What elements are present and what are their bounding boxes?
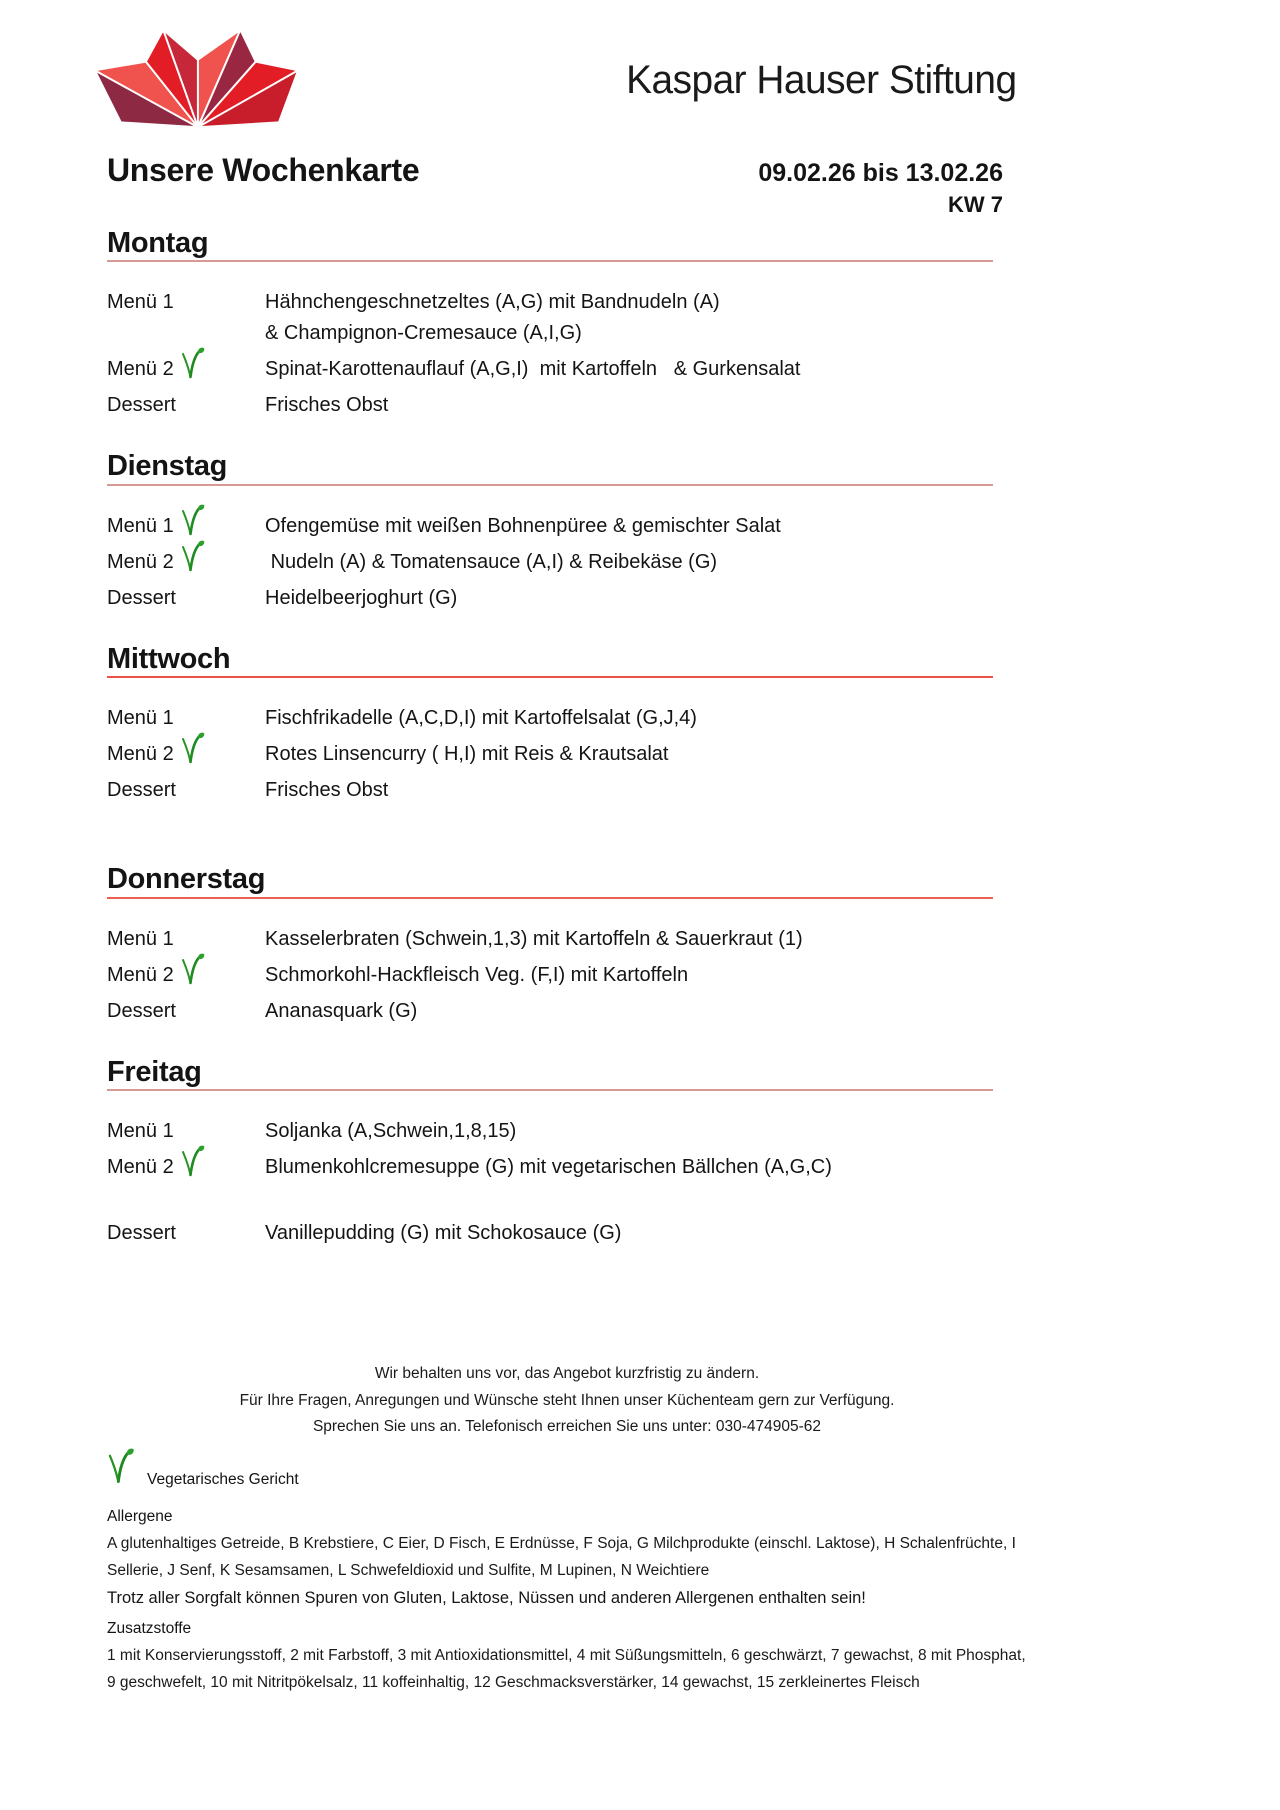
title-row	[107, 152, 1003, 189]
day-heading: Montag	[107, 228, 993, 262]
week-menu	[107, 228, 1280, 1249]
vegetarian-legend-label: Vegetarisches Gericht	[147, 1470, 299, 1488]
vegetarian-icon	[179, 504, 205, 538]
menu-row-label-text: Dessert	[107, 999, 176, 1022]
menu-row-label	[107, 996, 265, 1027]
additives-list	[107, 1642, 1280, 1696]
dish-text: Hähnchengeschnetzeltes (A,G) mit Bandnudeln (A)	[265, 291, 720, 314]
dish-text: & Champignon-Cremesauce (A,I,G)	[265, 322, 582, 345]
menu-row-label-text: Dessert	[107, 394, 176, 417]
menu-row	[107, 775, 1280, 806]
dish-text: Schmorkohl-Hackfleisch Veg. (F,I) mit Kartoffeln	[265, 963, 689, 986]
menu-row-dishes	[265, 583, 457, 614]
menu-row	[107, 703, 1280, 734]
day-heading: Mittwoch	[107, 644, 993, 678]
kaspar-hauser-logo	[90, 24, 302, 139]
dish-text: Frisches Obst	[265, 394, 389, 417]
menu-row-label	[107, 287, 265, 318]
menu-row-label-text: Menü 1	[107, 514, 174, 537]
menu-row	[107, 511, 1280, 542]
menu-row	[107, 1116, 1280, 1147]
menu-row-label	[107, 924, 265, 955]
day-section-montag	[107, 228, 1280, 421]
dish-text: Nudeln (A) & Tomatensauce (A,I) & Reibekäse (G)	[265, 550, 718, 573]
day-heading: Freitag	[107, 1057, 993, 1091]
menu-row-dishes	[265, 547, 717, 578]
calendar-week: KW 7	[948, 192, 1003, 217]
additives-section	[107, 1615, 1280, 1696]
menu-row	[107, 960, 1280, 991]
dish-text: Spinat-Karottenauflauf (A,G,I) mit Kartoffeln & Gurkensalat	[265, 358, 801, 381]
vegetarian-legend-icon-slot	[105, 1448, 135, 1491]
menu-row-label-text: Dessert	[107, 1222, 176, 1245]
additives-title: Zusatzstoffe	[107, 1619, 192, 1637]
menu-row-label-text: Menü 1	[107, 291, 174, 314]
page-header	[107, 24, 1017, 136]
menu-row	[107, 583, 1280, 614]
vegetarian-legend	[105, 1453, 1280, 1491]
menu-row-label	[107, 1218, 265, 1249]
additive-line: 1 mit Konservierungsstoff, 2 mit Farbstoff, 3 mit Antioxidationsmittel, 4 mit Süßungsmitteln, 6 geschwärzt, 7 gewachst, 8 mit Phosphat,	[107, 1646, 1026, 1664]
menu-row	[107, 739, 1280, 770]
dish-text: Kasselerbraten (Schwein,1,3) mit Kartoffeln & Sauerkraut (1)	[265, 927, 803, 950]
menu-row-label	[107, 583, 265, 614]
dish-text: Frisches Obst	[265, 779, 389, 802]
note-line: Sprechen Sie uns an. Telefonisch erreichen Sie uns unter: 030-474905-62	[312, 1418, 822, 1436]
day-rows	[107, 511, 1280, 614]
day-rows	[107, 287, 1280, 421]
day-section-donnerstag	[107, 864, 1280, 1026]
menu-row	[107, 354, 1280, 385]
page-title: Unsere Wochenkarte	[107, 152, 420, 188]
menu-row	[107, 287, 1280, 349]
menu-row	[107, 924, 1280, 955]
day-rows	[107, 924, 1280, 1027]
allergens-title: Allergene	[107, 1507, 173, 1525]
menu-row-label-text: Menü 1	[107, 1120, 174, 1143]
menu-row-dishes	[265, 1116, 516, 1147]
menu-row-label-text: Dessert	[107, 586, 176, 609]
menu-row-label	[107, 511, 265, 542]
menu-row-label-text: Menü 2	[107, 358, 174, 381]
additive-line: 9 geschwefelt, 10 mit Nitritpökelsalz, 11 koffeinhaltig, 12 Geschmacksverstärker, 14 gewachst, 15 zerkleinertes Fleisch	[107, 1673, 920, 1691]
dish-text: Fischfrikadelle (A,C,D,I) mit Kartoffelsalat (G,J,4)	[265, 707, 697, 730]
menu-row-dishes	[265, 996, 417, 1027]
menu-row-label	[107, 390, 265, 421]
menu-row-label	[107, 739, 265, 770]
day-section-mittwoch	[107, 644, 1280, 806]
menu-row-label	[107, 960, 265, 991]
dish-text: Heidelbeerjoghurt (G)	[265, 586, 458, 609]
vegetarian-icon	[179, 953, 205, 987]
dish-text: Rotes Linsencurry ( H,I) mit Reis & Krautsalat	[265, 743, 669, 766]
menu-row-dishes	[265, 287, 720, 349]
menu-row-label	[107, 354, 265, 385]
menu-row-dishes	[265, 1152, 832, 1183]
allergens-list	[107, 1530, 1280, 1584]
allergen-line: A glutenhaltiges Getreide, B Krebstiere, C Eier, D Fisch, E Erdnüsse, F Soja, G Milchprodukte (einschl. Laktose), H Schalenfrüchte, I	[107, 1534, 1016, 1552]
menu-row	[107, 390, 1280, 421]
menu-row-label-text: Menü 2	[107, 743, 174, 766]
menu-row	[107, 1218, 1280, 1249]
note-line: Für Ihre Fragen, Anregungen und Wünsche steht Ihnen unser Küchenteam gern zur Verfügung.	[239, 1391, 895, 1409]
note-line: Wir behalten uns vor, das Angebot kurzfristig zu ändern.	[374, 1365, 760, 1383]
day-section-freitag	[107, 1057, 1280, 1249]
org-title: Kaspar Hauser Stiftung	[626, 58, 1017, 102]
menu-row-label-text: Menü 2	[107, 1156, 174, 1179]
dish-text: Soljanka (A,Schwein,1,8,15)	[265, 1120, 517, 1143]
menu-row-label	[107, 1116, 265, 1147]
dish-text: Vanillepudding (G) mit Schokosauce (G)	[265, 1222, 622, 1245]
dish-text: Blumenkohlcremesuppe (G) mit vegetarischen Bällchen (A,G,C)	[265, 1156, 832, 1179]
menu-row-dishes	[265, 390, 388, 421]
day-heading: Donnerstag	[107, 864, 993, 898]
menu-row-label-text: Menü 2	[107, 963, 174, 986]
day-section-dienstag	[107, 451, 1280, 613]
day-rows	[107, 703, 1280, 806]
allergens-warning: Trotz aller Sorgfalt können Spuren von Gluten, Laktose, Nüssen und anderen Allergenen enthalten sein!	[107, 1588, 866, 1607]
vegetarian-icon	[179, 540, 205, 574]
menu-row-dishes	[265, 960, 688, 991]
menu-row	[107, 1152, 1280, 1183]
menu-row-label	[107, 775, 265, 806]
date-range: 09.02.26 bis 13.02.26	[758, 159, 1003, 187]
vegetarian-icon	[179, 347, 205, 381]
menu-row-dishes	[265, 924, 803, 955]
day-rows	[107, 1116, 1280, 1249]
menu-row-label-text: Dessert	[107, 779, 176, 802]
menu-row-dishes	[265, 775, 388, 806]
dish-text: Ananasquark (G)	[265, 999, 418, 1022]
dish-text: Ofengemüse mit weißen Bohnenpüree & gemischter Salat	[265, 514, 781, 537]
vegetarian-icon	[179, 1145, 205, 1179]
menu-row-label	[107, 1152, 265, 1183]
vegetarian-icon	[105, 1448, 135, 1486]
allergens-section	[107, 1503, 1280, 1613]
menu-row-dishes	[265, 1218, 621, 1249]
vegetarian-icon	[179, 732, 205, 766]
menu-row-dishes	[265, 703, 697, 734]
menu-row-label-text: Menü 2	[107, 550, 174, 573]
menu-row	[107, 547, 1280, 578]
day-heading: Dienstag	[107, 451, 993, 485]
menu-row-label	[107, 547, 265, 578]
menu-row-dishes	[265, 739, 668, 770]
menu-row-label-text: Menü 1	[107, 707, 174, 730]
menu-row-label	[107, 703, 265, 734]
kitchen-notes	[107, 1361, 1027, 1441]
allergen-line: Sellerie, J Senf, K Sesamsamen, L Schwefeldioxid und Sulfite, M Lupinen, N Weichtiere	[107, 1561, 710, 1579]
menu-row-dishes	[265, 511, 781, 542]
menu-row	[107, 996, 1280, 1027]
menu-row-label-text: Menü 1	[107, 927, 174, 950]
menu-row-dishes	[265, 354, 800, 385]
